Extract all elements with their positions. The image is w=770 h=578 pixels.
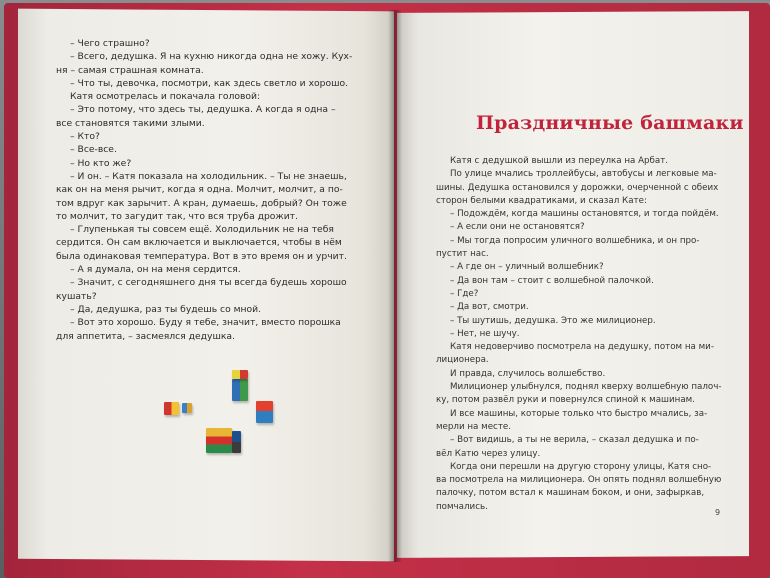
cube-illustration: [232, 379, 248, 401]
text-line: – Нет, не шучу.: [450, 328, 520, 339]
text-line: кушать?: [56, 290, 97, 302]
text-line: – И он. – Катя показала на холодильник. – Ты не знаешь,: [70, 170, 347, 182]
text-line: ва посмотрела на милиционера. Он опять поднял волшебную: [436, 475, 722, 486]
text-line: сторон белыми квадратиками, и сказал Кате:: [436, 195, 647, 206]
text-line: – Всего, дедушка. Я на кухню никогда одна не хожу. Кух-: [70, 51, 353, 63]
right-page-text: [436, 155, 732, 514]
text-line: – Да вот, смотри.: [450, 302, 529, 313]
text-line: пустит нас.: [436, 249, 489, 260]
text-line: Когда они перешли на другую сторону улицы, Катя сно-: [450, 461, 712, 472]
text-line: – А если они не остановятся?: [450, 222, 585, 233]
cube-illustration: [206, 428, 232, 453]
text-line: – Глупенькая ты совсем ещё. Холодильник не на тебя: [70, 224, 334, 236]
cube-illustration: [182, 403, 192, 413]
text-line: И все машины, которые только что быстро мчались, за-: [450, 408, 708, 419]
toy-cubes-illustration: [150, 365, 310, 475]
text-line: шины. Дедушка остановился у дорожки, очерченной с обеих: [436, 182, 719, 193]
text-line: ку, потом развёл руки и повернулся спиной к машинам.: [436, 395, 695, 406]
text-line: сердится. Он сам включается и выключается, чтобы в нём: [56, 237, 342, 249]
text-line: – Мы тогда попросим уличного волшебника, и он про-: [450, 235, 700, 246]
text-line: вёл Катю через улицу.: [436, 448, 541, 459]
text-line: Катя недоверчиво посмотрела на дедушку, потом на ми-: [450, 342, 714, 353]
book-spine-shadow: [388, 10, 402, 562]
chapter-title: Праздничные башмаки: [476, 112, 744, 134]
text-line: для аппетита, – засмеялся дедушка.: [56, 330, 235, 342]
text-line: то молчит, то загудит так, что вся труба дрожит.: [56, 210, 298, 222]
text-line: – Где?: [450, 288, 479, 299]
text-line: – Кто?: [70, 131, 100, 143]
text-line: была одинаковая температура. Вот в это время он и урчит.: [56, 250, 347, 262]
text-line: Катя осмотрелась и покачала головой:: [70, 91, 261, 103]
text-line: – Да вон там – стоит с волшебной палочкой.: [450, 275, 654, 286]
page-number: 9: [715, 508, 721, 517]
text-line: все становятся такими злыми.: [56, 117, 205, 129]
cube-illustration: [164, 402, 179, 415]
text-line: – Что ты, девочка, посмотри, как здесь светло и хорошо.: [70, 77, 349, 89]
text-line: – А я думала, он на меня сердится.: [70, 264, 241, 276]
text-line: помчались.: [436, 501, 488, 512]
text-line: палочку, потом встал к машинам боком, и они, зафыркав,: [436, 488, 705, 499]
text-line: том вдруг как зарычит. А кран, думаешь, добрый? Он тоже: [56, 197, 347, 209]
text-line: – Вот видишь, а ты не верила, – сказал дедушка и по-: [450, 435, 699, 446]
text-line: – Вот это хорошо. Буду я тебе, значит, вместо порошка: [70, 317, 341, 329]
text-line: – Чего страшно?: [70, 38, 150, 49]
cube-illustration: [232, 431, 241, 453]
text-line: Милиционер улыбнулся, поднял кверху волшебную палоч-: [450, 382, 722, 393]
text-line: По улице мчались троллейбусы, автобусы и легковые ма-: [450, 169, 717, 180]
text-line: мерли на месте.: [436, 421, 511, 432]
text-line: – Да, дедушка, раз ты будешь со мной.: [70, 303, 262, 315]
text-line: – Подождём, когда машины остановятся, и тогда пойдём.: [450, 209, 719, 220]
text-line: – Это потому, что здесь ты, дедушка. А когда я одна –: [70, 104, 336, 116]
text-line: – Все-все.: [70, 144, 117, 156]
text-line: – Но кто же?: [70, 157, 132, 169]
left-page-text: [56, 37, 376, 343]
text-line: – Ты шутишь, дедушка. Это же милиционер.: [450, 315, 656, 326]
cube-illustration: [232, 370, 248, 379]
text-line: как он на меня рычит, когда я одна. Молчит, молчит, а по-: [56, 184, 343, 196]
text-line: – А где он – уличный волшебник?: [450, 262, 604, 273]
text-line: И правда, случилось волшебство.: [450, 368, 606, 379]
text-line: ня – самая страшная комната.: [56, 64, 204, 76]
text-line: – Значит, с сегодняшнего дня ты всегда будешь хорошо: [70, 277, 347, 289]
cube-illustration: [256, 401, 273, 423]
text-line: лиционера.: [436, 355, 489, 366]
text-line: Катя с дедушкой вышли из переулка на Арбат.: [450, 156, 669, 166]
